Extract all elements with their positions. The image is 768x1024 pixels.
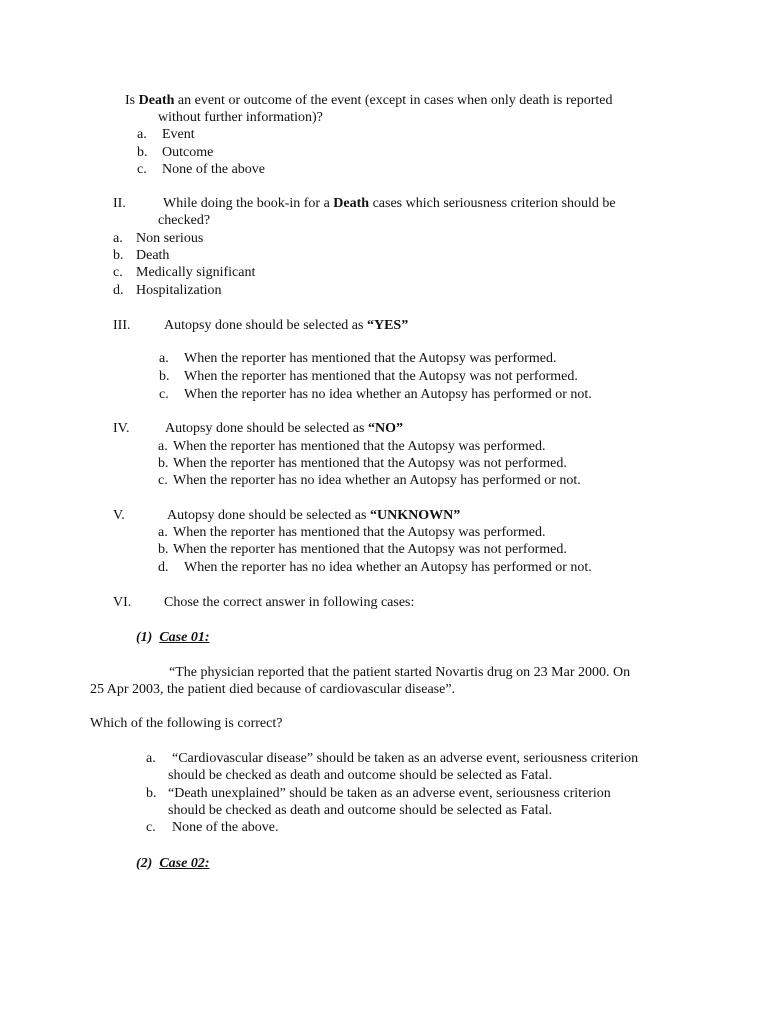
option-text: “Death unexplained” should be taken as an adverse event, seriousness criterion bbox=[168, 786, 611, 801]
option-text: “Cardiovascular disease” should be taken as an adverse event, seriousness criterion bbox=[172, 751, 639, 766]
question-1-pre: Is bbox=[125, 93, 139, 108]
option-letter: b. bbox=[113, 248, 124, 263]
question-4-pre: Autopsy done should be selected as bbox=[165, 421, 368, 436]
question-3-pre: Autopsy done should be selected as bbox=[164, 318, 367, 333]
case-1-question: Which of the following is correct? bbox=[90, 716, 283, 731]
option-text: When the reporter has mentioned that the Autopsy was performed. bbox=[173, 525, 546, 540]
option-text: Hospitalization bbox=[136, 283, 222, 298]
question-3-number: III. bbox=[113, 318, 131, 333]
option-text: When the reporter has no idea whether an Autopsy has performed or not. bbox=[184, 387, 592, 402]
case-1-number: (1) bbox=[136, 630, 153, 645]
question-2-pre: While doing the book-in for a bbox=[163, 196, 334, 211]
option-letter: d. bbox=[158, 560, 169, 575]
case-1-quote-line-2: 25 Apr 2003, the patient died because of cardiovascular disease”. bbox=[90, 682, 456, 697]
option-letter: c. bbox=[146, 820, 156, 835]
question-6-text: Chose the correct answer in following cases: bbox=[164, 595, 415, 610]
option-text: When the reporter has mentioned that the Autopsy was not performed. bbox=[173, 456, 567, 471]
question-2-number: II. bbox=[113, 196, 126, 211]
question-1-post: an event or outcome of the event (except in cases when only death is reported bbox=[174, 93, 613, 108]
option-text: Non serious bbox=[136, 231, 204, 246]
question-2-continuation: checked? bbox=[158, 213, 211, 228]
case-2-number: (2) bbox=[136, 856, 153, 871]
option-text-continuation: should be checked as death and outcome should be selected as Fatal. bbox=[168, 768, 553, 783]
question-2-bold: Death bbox=[333, 196, 370, 211]
option-text: Death bbox=[136, 248, 170, 263]
option-letter: a. bbox=[158, 439, 168, 454]
option-letter: a. bbox=[113, 231, 123, 246]
option-text: Event bbox=[162, 127, 195, 142]
question-6-number: VI. bbox=[113, 595, 132, 610]
option-letter: b. bbox=[159, 369, 170, 384]
question-1-text bbox=[125, 92, 613, 109]
option-letter: b. bbox=[146, 786, 157, 801]
question-5-number: V. bbox=[113, 508, 125, 523]
question-2-text bbox=[163, 195, 616, 212]
option-text: Medically significant bbox=[136, 265, 256, 280]
option-letter: a. bbox=[158, 525, 168, 540]
question-4-number: IV. bbox=[113, 421, 130, 436]
option-text: When the reporter has mentioned that the Autopsy was performed. bbox=[173, 439, 546, 454]
option-text: When the reporter has no idea whether an Autopsy has performed or not. bbox=[173, 473, 581, 488]
case-2-heading bbox=[136, 855, 210, 872]
option-letter: c. bbox=[159, 387, 169, 402]
option-text: When the reporter has mentioned that the Autopsy was performed. bbox=[184, 351, 557, 366]
option-text-continuation: should be checked as death and outcome should be selected as Fatal. bbox=[168, 803, 553, 818]
option-letter: d. bbox=[113, 283, 124, 298]
option-letter: c. bbox=[137, 162, 147, 177]
option-letter: b. bbox=[137, 145, 148, 160]
option-letter: a. bbox=[146, 751, 156, 766]
case-1-title: Case 01: bbox=[159, 630, 210, 645]
question-2-post: cases which seriousness criterion should be bbox=[369, 196, 616, 211]
question-5-text bbox=[167, 507, 460, 524]
question-5-pre: Autopsy done should be selected as bbox=[167, 508, 370, 523]
case-1-heading bbox=[136, 629, 210, 646]
case-2-title: Case 02: bbox=[159, 856, 210, 871]
case-1-quote-line-1: “The physician reported that the patient started Novartis drug on 23 Mar 2000. On bbox=[169, 665, 631, 680]
option-text: When the reporter has mentioned that the Autopsy was not performed. bbox=[184, 369, 578, 384]
option-text: When the reporter has mentioned that the Autopsy was not performed. bbox=[173, 542, 567, 557]
option-letter: b. bbox=[158, 542, 169, 557]
question-4-bold: “NO” bbox=[367, 421, 403, 436]
option-text: Outcome bbox=[162, 145, 214, 160]
question-5-bold: “UNKNOWN” bbox=[369, 508, 461, 523]
option-text: None of the above bbox=[162, 162, 266, 177]
question-4-text bbox=[165, 420, 403, 437]
option-letter: a. bbox=[159, 351, 169, 366]
option-text: None of the above. bbox=[172, 820, 279, 835]
option-letter: c. bbox=[158, 473, 168, 488]
question-1-bold: Death bbox=[138, 93, 175, 108]
option-letter: c. bbox=[113, 265, 123, 280]
option-letter: b. bbox=[158, 456, 169, 471]
question-3-text bbox=[164, 317, 408, 334]
question-3-bold: “YES” bbox=[366, 318, 409, 333]
option-text: When the reporter has no idea whether an Autopsy has performed or not. bbox=[184, 560, 592, 575]
question-1-continuation: without further information)? bbox=[158, 110, 323, 125]
option-letter: a. bbox=[137, 127, 147, 142]
